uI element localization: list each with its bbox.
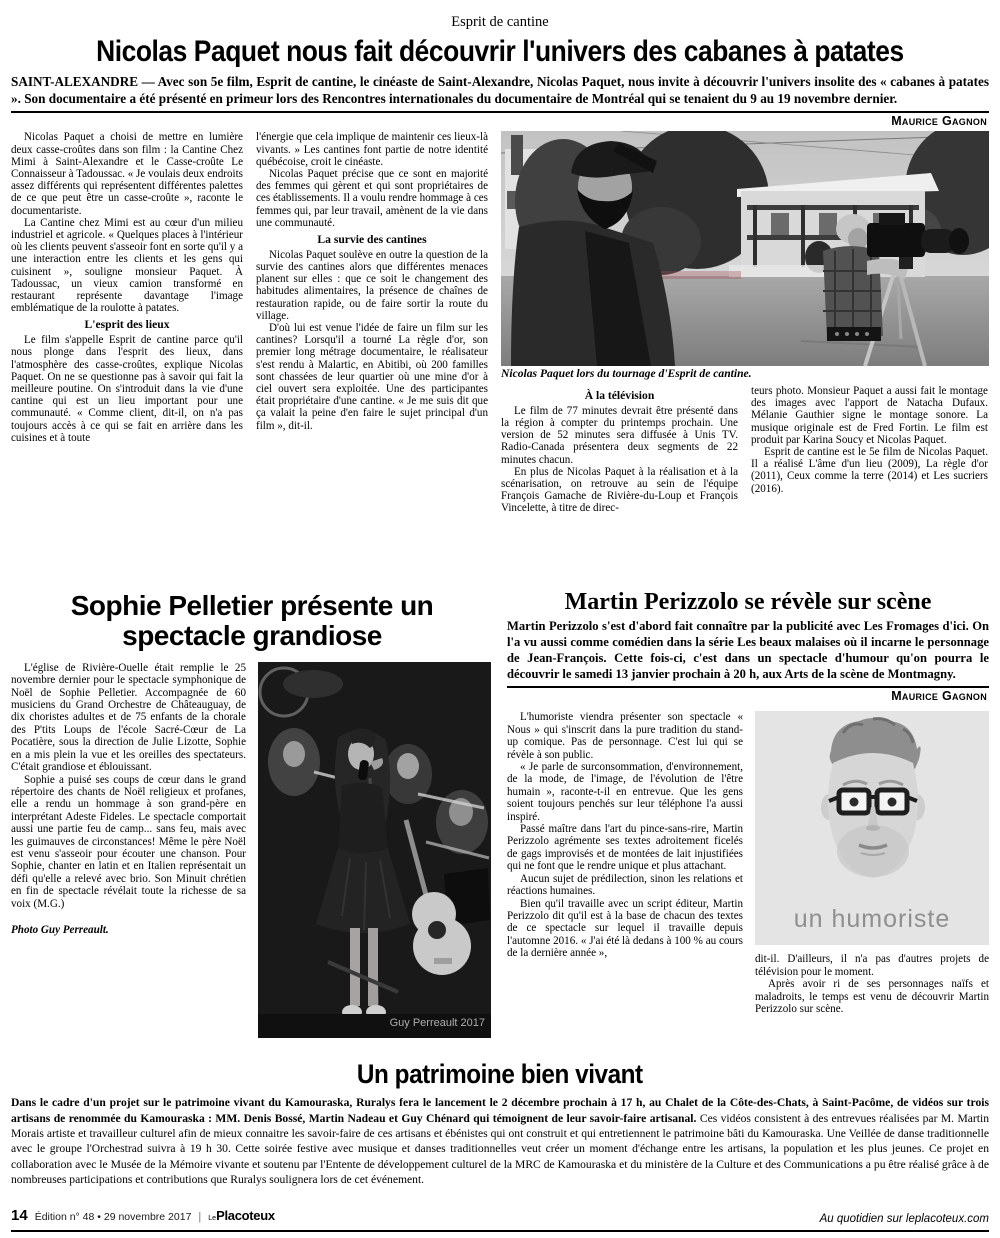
sophie-photo-illustration (258, 662, 491, 1038)
martin-text-column (507, 711, 743, 1015)
article-patrimoine (11, 1059, 989, 1209)
rule-under-lede (11, 111, 989, 113)
byline-cantine: Maurice Gagnon (891, 114, 987, 129)
lede-martin: Martin Perizzolo s'est d'abord fait connaître par la publicité avec Les Fromages d'ici. On l'a vu aussi comme comédien dans la série Les beaux malaises où il incarne le personnage de Jean-François. Cette fois-ci, c'est dans un spectacle d'humour qu'on pourra le découvrir le samedi 13 janvier prochain à 20 h, aux Arts de la scène de Montmagny. (507, 619, 989, 681)
headline-cantine (11, 32, 989, 69)
headline-patrimoine (11, 1059, 989, 1090)
lede-cantine: SAINT-ALEXANDRE — Avec son 5e film, Esprit de cantine, le cinéaste de Saint-Alexandre, Nicolas Paquet, nous invite à découvrir l'univers insolite des « cabanes à patates ». Son documentaire a été présenté en primeur lors des Rencontres internationales du documentaire de Montréal qui se tenaient du 9 au 19 novembre dernier. (11, 74, 989, 107)
photo-credit: Photo Guy Perreault. (11, 924, 109, 937)
paragraph: L'église de Rivière-Ouelle était remplie le 25 novembre dernier pour le spectacle symphonique de Noël de Sophie Pelletier. Accompagnée de 60 musiciens du Grand Orchestre de Châteauguay, de dix choristes adultes et de 75 enfants de la chorale des P'tits Loups de l'école Sacré-Cœur de La Pocatière, sous la direction de Julie Lizotte, Sophie en a mis plein la vue et les oreilles des spectateurs. C'était grandiose et éblouissant. (11, 661, 246, 774)
cantine-col1 (11, 131, 243, 583)
brand-le: Le (208, 1215, 217, 1222)
article-cantine (11, 14, 989, 583)
cantine-cols-3-4 (501, 385, 989, 515)
cantine-col4 (751, 385, 988, 515)
paragraph: Après avoir ri de ses personnages naïfs et maladroits, le temps est venu de découvrir Martin Perizzolo sur scène. (755, 978, 989, 1015)
paragraph: D'où lui est venue l'idée de faire un film sur les cantines? Lorsqu'il a tourné La règle d'or, son premier long métrage documentaire, le réalisateur s'est rendu à Malartic, en Abitibi, où 200 familles sont chassées de leur quartier où une mine d'or à ciel ouvert sera exploitée. Une des participantes était propriétaire d'une cantine. « Je me suis dit que ça valait la peine d'en faire le sujet principal d'un film », dit-il. (256, 321, 488, 432)
headline-patrimoine-text: Un patrimoine bien vivant (357, 1059, 643, 1090)
sophie-body (11, 662, 493, 1038)
cantine-body (11, 131, 989, 583)
paragraph: dit-il. D'ailleurs, il n'a pas d'autres projets de télévision pour le moment. (755, 953, 989, 978)
paragraph: En plus de Nicolas Paquet à la réalisation et à la scénarisation, on retrouve au sein de l'équipe François Gamache de Rivière-du-Loup et François Vincelette, à titre de direc- (501, 465, 738, 515)
martin-photo-illustration (755, 711, 989, 889)
lower-articles-row (11, 589, 989, 1057)
cantine-photo (501, 131, 989, 366)
paragraph: Bien qu'il travaille avec un script éditeur, Martin Perizzolo dit qu'il est à la base de chacun des textes de ce spectacle sur lequel il travaille depuis l'automne 2016. « J'ai été là dedans à 100 % au cours de la dernière année », (507, 897, 743, 960)
martin-right-column (755, 711, 989, 1015)
subhead-a-la-television: À la télévision (584, 389, 655, 403)
footer-tagline: Au quotidien sur leplacoteux.com (819, 1213, 989, 1225)
cantine-col3 (501, 385, 738, 515)
cantine-col2 (256, 131, 488, 583)
headline-cantine-text: Nicolas Paquet nous fait découvrir l'univers des cabanes à patates (96, 35, 904, 68)
edition-info: Édition n° 48 • 29 novembre 2017 (34, 1211, 192, 1223)
martin-text-below-photo (755, 953, 989, 1015)
martin-photo-label: un humoriste (793, 905, 951, 934)
patrimoine-body (11, 1095, 989, 1187)
headline-sophie (52, 591, 452, 651)
byline-martin: Maurice Gagnon (891, 689, 987, 704)
subhead-esprit-des-lieux: L'esprit des lieux (84, 318, 170, 332)
paragraph: Passé maître dans l'art du pince-sans-rire, Martin Perizzolo agrémente ses textes adroitement ficelés de gags improvisés et de montées de lait injustifiées qui ne font que le rendre unique et plus attachant. (507, 823, 743, 873)
headline-martin-text: Martin Perizzolo se révèle sur scène (564, 589, 932, 616)
headline-martin (507, 589, 989, 616)
paragraph: Aucun sujet de prédilection, sinon les relations et réactions humaines. (507, 872, 743, 898)
paragraph: Sophie a puisé ses coups de cœur dans le grand répertoire des chants de Noël religieux et profanes, elle a rendu un hommage à son grand-père en interprétant Adeste Fideles. Le spectacle comportait aussi une partie feu de camp... sans feu, mais avec les guimauves de circonstances! Même le père Noël est venu s'asseoir pour écouter une chanson. Pour Sophie, chanter en latin et en Italien représentait un défi qu'elle a relevé avec brio. Son Minuit chrétien en fin de spectacle révélait toute la richesse de sa voix (M.G.) (11, 773, 246, 910)
rule-under-martin-lede (507, 686, 989, 688)
photo-watermark: Guy Perreault 2017 (389, 1017, 485, 1030)
article-martin (507, 589, 989, 1057)
brand-name: Placoteux (216, 1208, 275, 1223)
martin-body (507, 711, 989, 1015)
paragraph: Esprit de cantine est le 5e film de Nicolas Paquet. Il a réalisé L'âme d'un lieu (2009), La règle d'or (2011), Ceux comme la terre (2014) et Les sucriers (2016). (751, 446, 988, 495)
headline-sophie-text: Sophie Pelletier présente un spectacle grandiose (70, 590, 434, 651)
cantine-photo-block (501, 131, 989, 583)
cantine-photo-illustration (501, 131, 989, 366)
martin-photo (755, 711, 989, 945)
sophie-text-column (11, 662, 246, 1038)
paragraph: Le film de 77 minutes devrait être présenté dans la région à compter du printemps prochain. Une version de 52 minutes sera diffusée à Unis TV. Radio-Canada présentera deux segments de 22 minutes chacun. (501, 404, 738, 466)
paragraph: teurs photo. Monsieur Paquet a aussi fait le montage des images avec l'apport de Natacha Dufaux. Mélanie Gauthier signe le montage sonore. La musique originale est de Fred Fortin. Le film est produit par Karina Soucy et Nicolas Paquet. (751, 385, 988, 446)
paragraph: L'humoriste viendra présenter son spectacle « Nous » qui s'inscrit dans la pure tradition du stand-up comique. Pas de personnage. C'est lui qui se révèle à son public. (507, 711, 743, 761)
patrimoine-lead-bold: Dans le cadre d'un projet sur le patrimoine vivant du Kamouraska, Ruralys fera le lancement le 2 décembre prochain à 17 h, au Chalet de la Côte-des-Chats, à Saint-Pacôme, de vidéos sur trois artisans de renommée du Kamouraska : MM. Denis Bossé, Martin Nadeau et Guy Chénard qui témoignent de leur savoir-faire artisanal. (11, 1096, 989, 1125)
paragraph: Nicolas Paquet soulève en outre la question de la survie des cantines alors que différentes menaces planent sur elles : que ce soit le changement des habitudes alimentaires, la présence de chaînes de restauration rapide, ou de faire sortir la route du village. (256, 248, 488, 322)
paragraph: La Cantine chez Mimi est au cœur d'un milieu industriel et agricole. « Quelques places à l'intérieur où les clients peuvent s'asseoir font en sorte qu'il y a une interaction entre les clients et les gens qui cuisinent », souligne monsieur Paquet. À Tadoussac, un vieux camion transformé en restaurant représente davantage l'image emblématique de la roulotte à patates. (11, 216, 243, 315)
patrimoine-lead-rest: Ces vidéos consistent à des entrevues réalisées par M. Martin Morais artiste et travailleur culturel afin de mieux connaitre les savoir-faire de ces artisans et ébénistes qui ont construit et qui entretiennent le patrimoine bâti du Kamouraska. Une Veillée de danse traditionnelle avec le groupe l'Orchestrad suivra à 19 h 30. Cette soirée festive avec musique et danses traditionnelles veut créer un moment d'échange entre les artisans, la population et les plus jeunes. Ce projet en collaboration avec le Musée de la Mémoire vivante et soutenu par l'Entente de développement culturel de la MRC de Kamouraska et du ministère de la Culture et des Communications a pu être réalisé grâce à de nombreuses participations et contributions que Ruralys soulignera lors de cet événement. (11, 1111, 989, 1186)
paragraph: Nicolas Paquet a choisi de mettre en lumière deux casse-croûtes dans son film : la Cantine Chez Mimi à Saint-Alexandre et le Casse-croûte Le Connaisseur à Tadoussac. « Je voulais deux endroits assez différents qui représentent différentes palettes de ce que peut être un casse-croûte », raconte le documentariste. (11, 131, 243, 217)
paragraph: Nicolas Paquet précise que ce sont en majorité des femmes qui gèrent et qui sont propriétaires de ces établissements. Il a voulu rendre hommage à ces femmes qui, par leur travail, amènent de la vie dans une communauté. (256, 167, 488, 229)
article-sophie (11, 589, 493, 1057)
paragraph: l'énergie que cela implique de maintenir ces lieux-là vivants. » Les cantines font partie de notre identité québécoise, croit le cinéaste. (256, 131, 488, 168)
photo-caption-cantine: Nicolas Paquet lors du tournage d'Esprit de cantine. (501, 367, 752, 381)
page-footer (11, 1207, 989, 1232)
paragraph: Le film s'appelle Esprit de cantine parce qu'il nous plonge dans l'esprit des lieux, dans l'atmosphère des casse-croûtes, explique Nicolas Paquet. On ne se questionne pas à savoir qui fait la meilleure poutine. On s'introduit dans la vie d'une cantine qui est un lieu important pour une communauté. « Comme client, dit-il, on n'a pas toujours accès à ce qui se fait en arrière dans les cuisines et à toute (11, 334, 243, 444)
footer-separator: | (198, 1211, 202, 1223)
brand-logo (208, 1207, 275, 1225)
paragraph: « Je parle de surconsommation, d'environnement, de la mode, de l'image, de l'évolution de l'être humain », raconte-t-il en entrevue. Que les gens soient toujours penchés sur leur téléphone l'a aussi inspiré. (507, 760, 743, 823)
subhead-survie-des-cantines: La survie des cantines (317, 232, 427, 246)
sophie-photo (258, 662, 491, 1038)
kicker: Esprit de cantine (451, 14, 549, 30)
footer-left (11, 1207, 275, 1225)
page-number: 14 (11, 1207, 28, 1224)
